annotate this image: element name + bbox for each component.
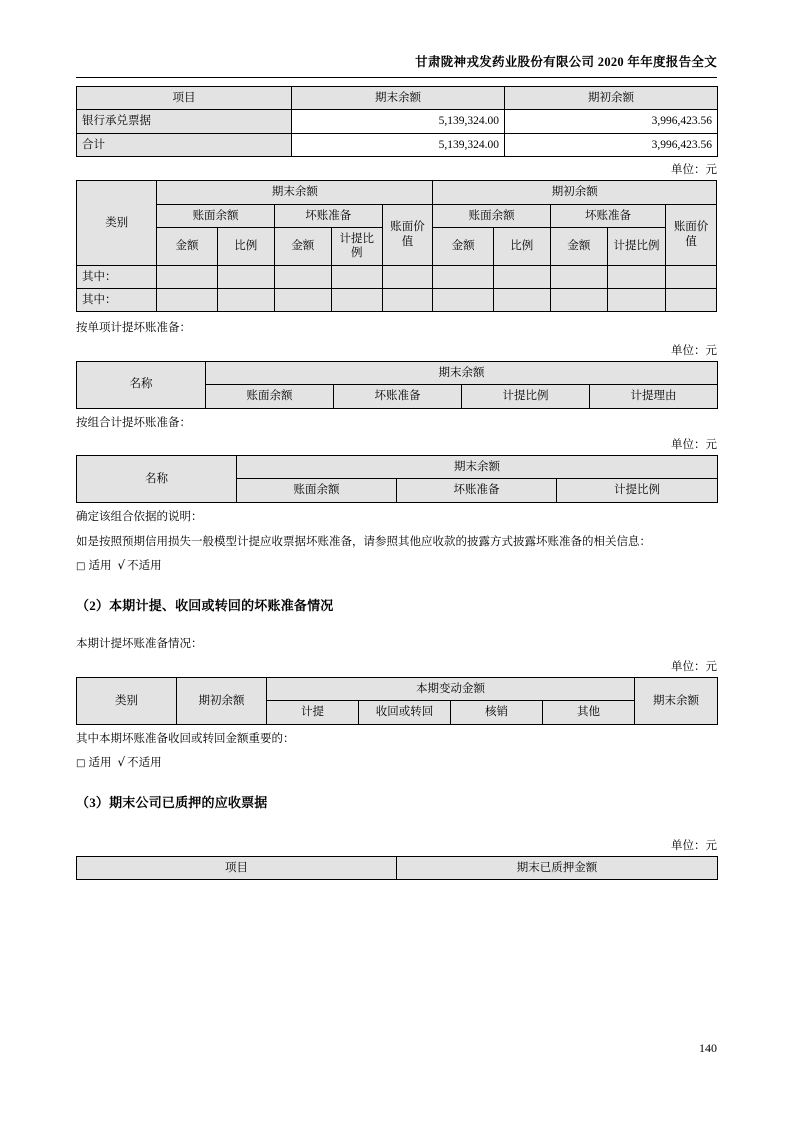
- cell-empty: [607, 265, 665, 288]
- col-header-book-balance: 账面余额: [237, 479, 397, 502]
- section-2-lead: 本期计提坏账准备情况：: [76, 638, 203, 651]
- pledged-notes-table: [76, 856, 718, 880]
- table-header-row-2: [77, 204, 717, 227]
- group-provision-table: [76, 455, 718, 503]
- spacer: [76, 614, 717, 628]
- col-header-begin-balance: 期初余额: [433, 181, 717, 204]
- applicable-line-2: [76, 754, 717, 770]
- text-single-item-provision: 按单项计提坏账准备：: [76, 322, 191, 335]
- not-applicable-label: 不适用: [127, 756, 162, 769]
- table-header-row-1: [77, 455, 718, 478]
- col-header-category: 类别: [77, 677, 177, 724]
- col-header-book-value-begin: 账面价值: [666, 204, 717, 265]
- col-header-provision-ratio: 计提比例: [462, 385, 590, 408]
- col-header-end-balance: 期末余额: [635, 677, 718, 724]
- col-header-ratio-end: 比例: [217, 227, 274, 265]
- cell-end-balance: 5,139,324.00: [292, 133, 505, 156]
- unit-label: 单位：元: [671, 660, 717, 673]
- row-label-bank-acceptance: 银行承兑票据: [77, 110, 292, 133]
- col-header-end-balance: 期末余额: [237, 455, 718, 478]
- cell-empty: [331, 289, 382, 312]
- checkbox-icon[interactable]: □: [76, 757, 86, 769]
- unit-label: 单位：元: [671, 164, 717, 177]
- col-header-bad-debt: 坏账准备: [397, 479, 557, 502]
- cell-empty: [382, 289, 433, 312]
- col-header-begin-balance: 期初余额: [505, 87, 718, 110]
- cell-empty: [382, 265, 433, 288]
- applicable-label: 适用: [88, 560, 112, 573]
- header-divider: [76, 77, 717, 78]
- col-header-provision-ratio: 计提比例: [557, 479, 718, 502]
- col-header-provision: 计提: [267, 701, 359, 724]
- cell-begin-balance: 3,996,423.56: [505, 133, 718, 156]
- col-header-current-change: 本期变动金额: [267, 677, 635, 700]
- col-header-other: 其他: [543, 701, 635, 724]
- cell-empty: [666, 289, 717, 312]
- text-group-provision: 按组合计提坏账准备：: [76, 416, 191, 429]
- row-label-among-which-2: 其中：: [77, 289, 157, 312]
- single-item-provision-table: [76, 361, 718, 409]
- notes-receivable-table: [76, 86, 718, 157]
- col-header-writeoff: 核销: [451, 701, 543, 724]
- col-header-item: 项目: [77, 856, 397, 879]
- spacer: [76, 811, 717, 833]
- col-header-bad-debt-end: 坏账准备: [274, 204, 382, 227]
- cell-empty: [157, 265, 217, 288]
- check-icon[interactable]: √: [117, 558, 126, 573]
- cell-empty: [550, 265, 607, 288]
- col-header-bad-debt: 坏账准备: [334, 385, 462, 408]
- text-expected-credit-loss: 如是按照预期信用损失一般模型计提应收票据坏账准备，请参照其他应收款的披露方式披露坏账准备的相关信息：: [76, 536, 651, 549]
- cell-empty: [217, 289, 274, 312]
- cell-empty: [217, 265, 274, 288]
- col-header-book-value-end: 账面价值: [382, 204, 433, 265]
- cell-empty: [493, 265, 550, 288]
- cell-empty: [550, 289, 607, 312]
- col-header-begin-balance: 期初余额: [177, 677, 267, 724]
- table-row: [77, 133, 718, 156]
- col-header-book-balance: 账面余额: [206, 385, 334, 408]
- cell-empty: [331, 265, 382, 288]
- cell-empty: [607, 289, 665, 312]
- section-2-title: （2）本期计提、收回或转回的坏账准备情况: [76, 598, 334, 614]
- cell-empty: [433, 289, 493, 312]
- col-header-end-balance: 期末余额: [292, 87, 505, 110]
- page-header: 甘肃陇神戎发药业股份有限公司 2020 年年度报告全文: [415, 55, 717, 69]
- page-number: 140: [699, 1041, 717, 1055]
- text-group-basis: 确定该组合依据的说明：: [76, 510, 203, 523]
- cell-end-balance: 5,139,324.00: [292, 110, 505, 133]
- table-row: [77, 110, 718, 133]
- table-header-row-1: [77, 181, 717, 204]
- unit-label: 单位：元: [671, 839, 717, 852]
- col-header-bad-debt-begin: 坏账准备: [550, 204, 665, 227]
- cell-empty: [274, 289, 331, 312]
- check-icon[interactable]: √: [117, 754, 126, 769]
- applicable-label: 适用: [88, 756, 112, 769]
- table-header-row: [77, 87, 718, 110]
- col-header-item: 项目: [77, 87, 292, 110]
- col-header-name: 名称: [77, 455, 237, 502]
- section-2-note: 其中本期坏账准备收回或转回金额重要的：: [76, 732, 295, 745]
- col-header-bad-amount-begin: 金额: [550, 227, 607, 265]
- col-header-book-balance-end: 账面余额: [157, 204, 274, 227]
- table-row: [77, 265, 717, 288]
- col-header-amount-begin: 金额: [433, 227, 493, 265]
- col-header-category: 类别: [77, 181, 157, 266]
- table-header-row-1: [77, 677, 718, 700]
- col-header-end-balance: 期末余额: [157, 181, 433, 204]
- col-header-recovery: 收回或转回: [359, 701, 451, 724]
- col-header-amount-end: 金额: [157, 227, 217, 265]
- checkbox-icon[interactable]: □: [76, 561, 86, 573]
- bad-debt-classification-table: [76, 180, 717, 312]
- col-header-bad-amount-end: 金额: [274, 227, 331, 265]
- table-header-row: [77, 856, 718, 879]
- col-header-pledged-amount: 期末已质押金额: [397, 856, 718, 879]
- col-header-provision-ratio-begin: 计提比例: [607, 227, 665, 265]
- section-3-title: （3）期末公司已质押的应收票据: [76, 794, 268, 810]
- current-period-change-table: [76, 677, 718, 725]
- applicable-line-1: [76, 557, 717, 573]
- col-header-book-balance-begin: 账面余额: [433, 204, 550, 227]
- table-header-row-1: [77, 361, 718, 384]
- row-label-total: 合计: [77, 133, 292, 156]
- page-content: [76, 86, 717, 880]
- row-label-among-which-1: 其中：: [77, 265, 157, 288]
- unit-label: 单位：元: [671, 438, 717, 451]
- not-applicable-label: 不适用: [127, 560, 162, 573]
- col-header-end-balance: 期末余额: [206, 361, 718, 384]
- cell-empty: [666, 265, 717, 288]
- col-header-ratio-begin: 比例: [493, 227, 550, 265]
- col-header-provision-ratio-end: 计提比例: [331, 227, 382, 265]
- table-row: [77, 289, 717, 312]
- col-header-provision-reason: 计提理由: [590, 385, 718, 408]
- unit-label: 单位：元: [671, 344, 717, 357]
- col-header-name: 名称: [77, 361, 206, 408]
- cell-empty: [433, 265, 493, 288]
- cell-empty: [157, 289, 217, 312]
- cell-empty: [274, 265, 331, 288]
- cell-empty: [493, 289, 550, 312]
- cell-begin-balance: 3,996,423.56: [505, 110, 718, 133]
